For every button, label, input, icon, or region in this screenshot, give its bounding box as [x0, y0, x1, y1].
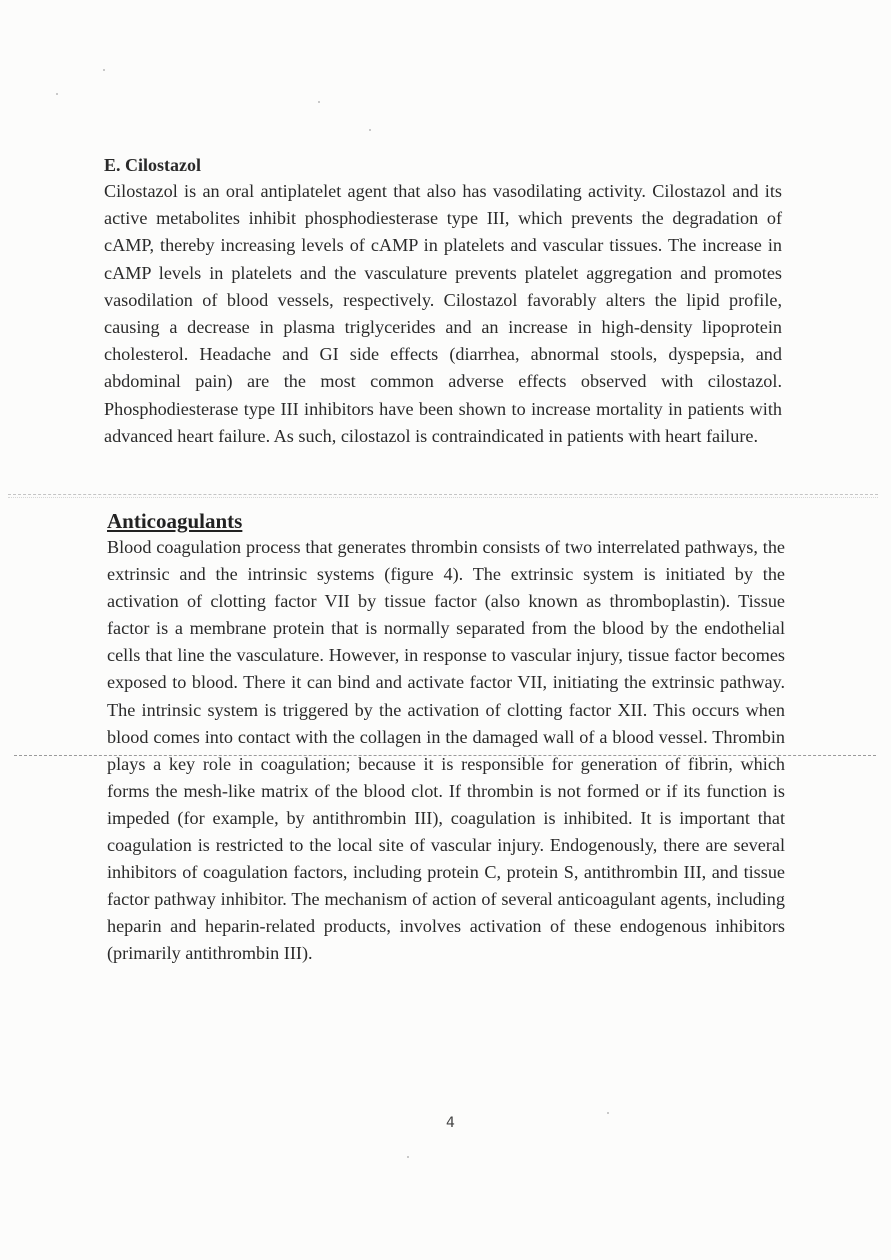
- scan-fold-line: [14, 755, 876, 756]
- section-anticoagulants: [107, 508, 785, 968]
- paragraph-cilostazol: Cilostazol is an oral antiplatelet agent that also has vasodilating activity. Cilostazol and its active metabolites inhibit phosphodiesterase type III, which prevents the degradation of cAMP, thereby increasing levels of cAMP in platelets and vascular tissues. The increase in cAMP levels in platelets and the vasculature prevents platelet aggregation and promotes vasodilation of blood vessels, respectively. Cilostazol favorably alters the lipid profile, causing a decrease in plasma triglycerides and an increase in high-density lipoprotein cholesterol. Headache and GI side effects (diarrhea, abnormal stools, dyspepsia, and abdominal pain) are the most common adverse effects observed with cilostazol. Phosphodiesterase type III inhibitors have been shown to increase mortality in patients with advanced heart failure. As such, cilostazol is contraindicated in patients with heart failure.: [104, 181, 782, 446]
- scan-divider-line: [8, 494, 878, 495]
- scan-speck: [607, 1112, 609, 1114]
- scan-speck: [407, 1156, 409, 1158]
- scan-speck: [318, 101, 320, 103]
- section-heading-cilostazol: E. Cilostazol: [104, 155, 201, 175]
- scan-speck: [369, 129, 371, 131]
- section-cilostazol: [104, 152, 782, 450]
- paragraph-anticoagulants: Blood coagulation process that generates thrombin consists of two interrelated pathways, the extrinsic and the intrinsic systems (figure 4). The extrinsic system is initiated by the activation of clotting factor VII by tissue factor (also known as thromboplastin). Tissue factor is a membrane protein that is normally separated from the blood by the endothelial cells that line the vasculature. However, in response to vascular injury, tissue factor becomes exposed to blood. There it can bind and activate factor VII, initiating the extrinsic pathway. The intrinsic system is triggered by the activation of clotting factor XII. This occurs when blood comes into contact with the collagen in the damaged wall of a blood vessel. Thrombin plays a key role in coagulation; because it is responsible for generation of fibrin, which forms the mesh-like matrix of the blood clot. If thrombin is not formed or if its function is impeded (for example, by antithrombin III), coagulation is inhibited. It is important that coagulation is restricted to the local site of vascular injury. Endogenously, there are several inhibitors of coagulation factors, including protein C, protein S, antithrombin III, and tissue factor pathway inhibitor. The mechanism of action of several anticoagulant agents, including heparin and heparin-related products, involves activation of these endogenous inhibitors (primarily antithrombin III).: [107, 537, 785, 964]
- scan-speck: [103, 69, 105, 71]
- scan-speck: [56, 93, 58, 95]
- section-heading-anticoagulants: Anticoagulants: [107, 509, 243, 533]
- page-number: 4: [446, 1115, 455, 1131]
- scan-divider-line: [8, 497, 878, 498]
